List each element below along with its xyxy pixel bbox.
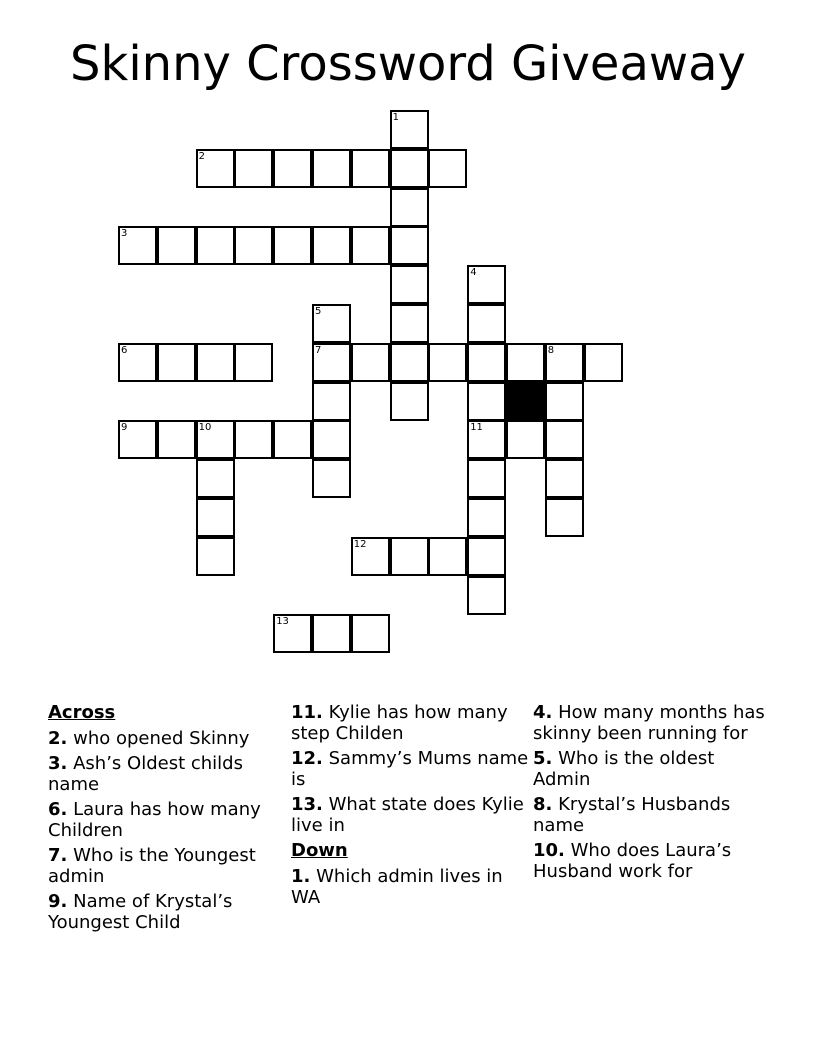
grid-cell[interactable]	[234, 149, 273, 188]
grid-cell[interactable]	[428, 343, 467, 382]
down-clue-4	[533, 702, 773, 744]
grid-cell[interactable]	[351, 614, 390, 653]
clue-column-2	[291, 702, 531, 912]
grid-block-cell	[506, 382, 545, 421]
grid-cell[interactable]	[467, 459, 506, 498]
across-clue-11	[291, 702, 531, 744]
cell-number: 10	[198, 422, 212, 434]
grid-cell[interactable]	[196, 149, 235, 188]
grid-cell[interactable]	[118, 226, 157, 265]
cell-number: 12	[353, 538, 367, 550]
clue-number: 7.	[48, 845, 68, 866]
clue-number: 13.	[291, 794, 323, 815]
grid-cell[interactable]	[312, 343, 351, 382]
grid-cell[interactable]	[351, 226, 390, 265]
clue-number: 3.	[48, 753, 68, 774]
cell-number: 13	[276, 616, 289, 628]
grid-cell[interactable]	[196, 343, 235, 382]
grid-cell[interactable]	[312, 459, 351, 498]
grid-cell[interactable]	[467, 382, 506, 421]
grid-cell[interactable]	[428, 537, 467, 576]
clue-column-3	[533, 702, 773, 886]
grid-cell[interactable]	[118, 420, 157, 459]
cell-number: 5	[315, 306, 322, 317]
grid-cell[interactable]	[506, 420, 545, 459]
grid-cell[interactable]	[273, 149, 312, 188]
clue-text: Name of Krystal’s Youngest Child	[48, 891, 233, 933]
grid-cell[interactable]	[467, 304, 506, 343]
grid-cell[interactable]	[390, 382, 429, 421]
grid-cell[interactable]	[351, 343, 390, 382]
cell-number: 7	[315, 344, 322, 356]
across-clue-6	[48, 799, 288, 841]
clue-text: How many months has skinny been running for	[533, 702, 765, 744]
clue-text: Kylie has how many step Childen	[291, 702, 508, 744]
grid-cell[interactable]	[312, 420, 351, 459]
grid-cell[interactable]	[390, 304, 429, 343]
grid-cell[interactable]	[390, 226, 429, 265]
across-clue-7	[48, 845, 288, 887]
grid-cell[interactable]	[545, 498, 584, 537]
clue-text: who opened Skinny	[73, 728, 250, 749]
grid-cell[interactable]	[390, 265, 429, 304]
clue-text: Sammy’s Mums name is	[291, 748, 529, 790]
grid-cell[interactable]	[351, 537, 390, 576]
across-clue-13	[291, 794, 531, 836]
grid-cell[interactable]	[545, 420, 584, 459]
clue-text: Laura has how many Children	[48, 799, 261, 841]
across-clue-3	[48, 753, 288, 795]
grid-cell[interactable]	[467, 265, 506, 304]
grid-cell[interactable]	[157, 226, 196, 265]
down-heading: Down	[291, 840, 348, 861]
grid-cell[interactable]	[390, 110, 429, 149]
grid-cell[interactable]	[467, 343, 506, 382]
cell-number: 11	[470, 422, 483, 434]
grid-cell[interactable]	[312, 226, 351, 265]
down-clue-1	[291, 866, 531, 908]
grid-cell[interactable]	[157, 420, 196, 459]
down-clue-8	[533, 794, 773, 836]
clue-text: Who does Laura’s Husband work for	[533, 840, 732, 882]
cell-number: 1	[392, 112, 399, 123]
grid-cell[interactable]	[312, 304, 351, 343]
across-clue-9	[48, 891, 288, 933]
clue-text: Which admin lives in WA	[291, 866, 503, 908]
cell-number: 9	[121, 422, 128, 434]
grid-cell[interactable]	[234, 343, 273, 382]
grid-cell[interactable]	[390, 537, 429, 576]
cell-number: 2	[198, 150, 205, 162]
cell-number: 4	[470, 267, 477, 279]
grid-cell[interactable]	[157, 343, 196, 382]
clue-number: 4.	[533, 702, 553, 723]
grid-cell[interactable]	[390, 343, 429, 382]
grid-cell[interactable]	[312, 149, 351, 188]
grid-cell[interactable]	[584, 343, 623, 382]
clue-number: 12.	[291, 748, 323, 769]
grid-cell[interactable]	[273, 614, 312, 653]
grid-cell[interactable]	[273, 420, 312, 459]
grid-cell[interactable]	[196, 537, 235, 576]
clue-text: Ash’s Oldest childs name	[48, 753, 243, 795]
grid-cell[interactable]	[467, 576, 506, 615]
grid-cell[interactable]	[196, 420, 235, 459]
grid-cell[interactable]	[390, 188, 429, 227]
grid-cell[interactable]	[467, 537, 506, 576]
clue-number: 2.	[48, 728, 68, 749]
grid-cell[interactable]	[273, 226, 312, 265]
grid-cell[interactable]	[545, 343, 584, 382]
grid-cell[interactable]	[545, 382, 584, 421]
across-clue-2	[48, 728, 288, 749]
cell-number: 6	[121, 344, 128, 356]
across-heading: Across	[48, 702, 116, 723]
clue-text: Krystal’s Husbands name	[533, 794, 731, 836]
grid-cell[interactable]	[467, 498, 506, 537]
grid-cell[interactable]	[196, 498, 235, 537]
grid-cell[interactable]	[312, 614, 351, 653]
cell-number: 3	[121, 228, 128, 240]
page-title: Skinny Crossword Giveaway	[70, 36, 746, 92]
across-clue-12	[291, 748, 531, 790]
down-clue-5	[533, 748, 773, 790]
clue-number: 6.	[48, 799, 68, 820]
clue-number: 8.	[533, 794, 553, 815]
grid-cell[interactable]	[467, 420, 506, 459]
cell-number: 8	[547, 344, 555, 356]
clue-number: 5.	[533, 748, 553, 769]
clue-number: 11.	[291, 702, 323, 723]
clue-number: 9.	[48, 891, 68, 912]
down-clue-10	[533, 840, 773, 882]
grid-cell[interactable]	[234, 420, 273, 459]
grid-cell[interactable]	[118, 343, 157, 382]
grid-cell[interactable]	[428, 149, 467, 188]
grid-cell[interactable]	[351, 149, 390, 188]
clue-text: Who is the Youngest admin	[48, 845, 256, 887]
grid-cell[interactable]	[390, 149, 429, 188]
grid-cell[interactable]	[234, 226, 273, 265]
grid-cell[interactable]	[196, 459, 235, 498]
grid-cell[interactable]	[196, 226, 235, 265]
clue-text: What state does Kylie live in	[291, 794, 524, 836]
clue-column-1	[48, 702, 288, 937]
grid-cell[interactable]	[312, 382, 351, 421]
clue-number: 1.	[291, 866, 311, 887]
clue-text: Who is the oldest Admin	[533, 748, 715, 790]
clue-number: 10.	[533, 840, 565, 861]
grid-cell[interactable]	[506, 343, 545, 382]
grid-cell[interactable]	[545, 459, 584, 498]
